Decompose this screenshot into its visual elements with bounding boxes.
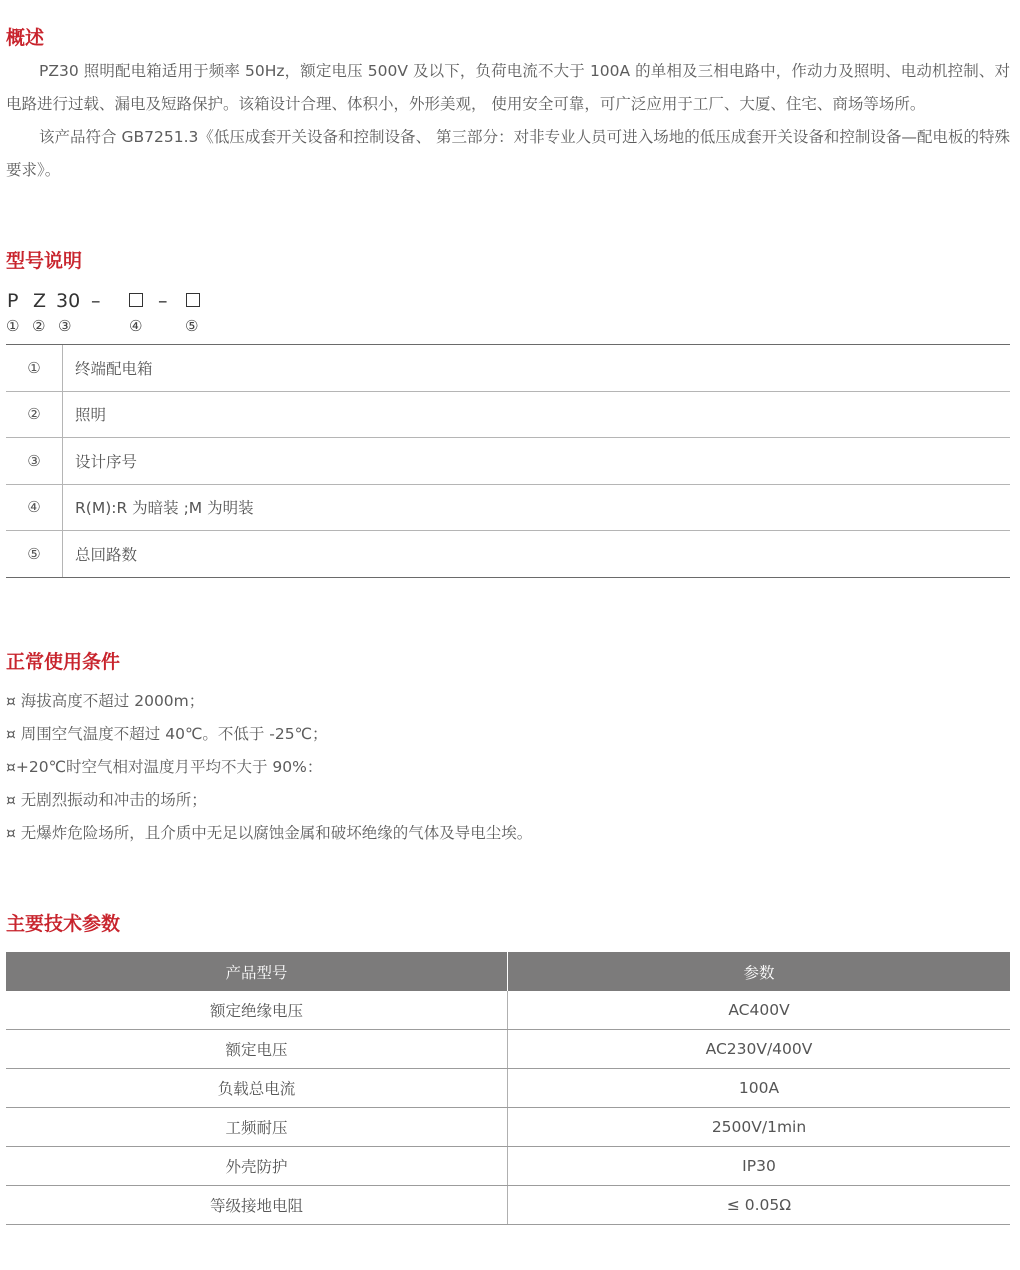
table-row [6, 345, 1010, 392]
param-name: 外壳防护 [6, 1147, 508, 1185]
table-row [6, 1186, 1010, 1225]
model-code-z: Z [33, 290, 47, 312]
row-description: R(M):R 为暗装 ;M 为明装 [75, 499, 254, 518]
list-item: ¤ 无剧烈振动和冲击的场所； [6, 791, 207, 809]
list-item: ¤ 海拔高度不超过 2000m； [6, 692, 205, 710]
row-number: ③ [6, 438, 63, 484]
table-row [6, 392, 1010, 439]
list-item: ¤ 周围空气温度不超过 40℃。不低于 -25℃； [6, 725, 328, 743]
params-table [6, 952, 1010, 1225]
param-value: AC230V/400V [705, 1040, 813, 1058]
model-title: 型号说明 [6, 250, 83, 272]
param-name: 工频耐压 [6, 1108, 508, 1146]
param-value: 2500V/1min [711, 1118, 807, 1136]
param-value: AC400V [728, 1001, 790, 1019]
table-row [6, 485, 1010, 532]
model-table [6, 344, 1010, 578]
header-cell-model: 产品型号 [6, 952, 508, 991]
row-description: 照明 [75, 406, 107, 425]
model-code-marker: ① [6, 317, 20, 335]
table-row [6, 1108, 1010, 1147]
table-row [6, 991, 1010, 1030]
table-row [6, 531, 1010, 578]
overview-paragraph-1: PZ30 照明配电箱适用于频率 50Hz，额定电压 500V 及以下，负荷电流不大于 100A 的单相及三相电路中，作动力及照明、电动机控制、对电路进行过载、漏电及短路保护。该箱设计合理、体积小，外形美观， 使用安全可靠，可广泛应用于工厂、大厦、住宅、商场等场所。 [6, 62, 1010, 113]
param-value: IP30 [742, 1157, 776, 1175]
param-name: 额定电压 [6, 1030, 508, 1068]
table-row [6, 1030, 1010, 1069]
overview-paragraph-2: 该产品符合 GB7251.3《低压成套开关设备和控制设备、 第三部分：对非专业人员可进入场地的低压成套开关设备和控制设备—配电板的特殊要求》。 [6, 128, 1010, 179]
header-cell-value: 参数 [743, 963, 775, 982]
list-item: ¤ 无爆炸危险场所，且介质中无足以腐蚀金属和破坏绝缘的气体及导电尘埃。 [6, 824, 533, 842]
row-number: ① [6, 345, 63, 391]
model-code-dash: – [158, 290, 168, 312]
row-number: ⑤ [6, 531, 63, 577]
list-item: ¤+20℃时空气相对温度月平均不大于 90%： [6, 758, 323, 776]
table-row [6, 1147, 1010, 1186]
param-name: 负载总电流 [6, 1069, 508, 1107]
table-row [6, 1069, 1010, 1108]
model-code-placeholder-box [186, 293, 200, 307]
conditions-list [6, 685, 532, 850]
conditions-title: 正常使用条件 [6, 651, 121, 673]
row-description: 终端配电箱 [75, 359, 153, 378]
params-title: 主要技术参数 [6, 913, 121, 935]
model-code-placeholder-box [129, 293, 143, 307]
param-name: 额定绝缘电压 [6, 991, 508, 1029]
param-value: ≤ 0.05Ω [726, 1196, 792, 1214]
row-number: ② [6, 392, 63, 438]
model-code-dash: – [91, 290, 101, 312]
model-code-number: 30 [56, 290, 81, 312]
row-description: 设计序号 [75, 452, 138, 471]
table-row [6, 438, 1010, 485]
param-value: 100A [738, 1079, 780, 1097]
model-code-marker: ② [32, 317, 46, 335]
model-code-marker: ③ [58, 317, 72, 335]
model-code-marker: ④ [129, 317, 143, 335]
params-table-header [6, 952, 1010, 991]
row-description: 总回路数 [75, 545, 138, 564]
model-code-p: P [7, 290, 19, 312]
row-number: ④ [6, 485, 63, 531]
overview-title: 概述 [6, 27, 45, 49]
model-code-marker: ⑤ [185, 317, 199, 335]
param-name: 等级接地电阻 [6, 1186, 508, 1224]
